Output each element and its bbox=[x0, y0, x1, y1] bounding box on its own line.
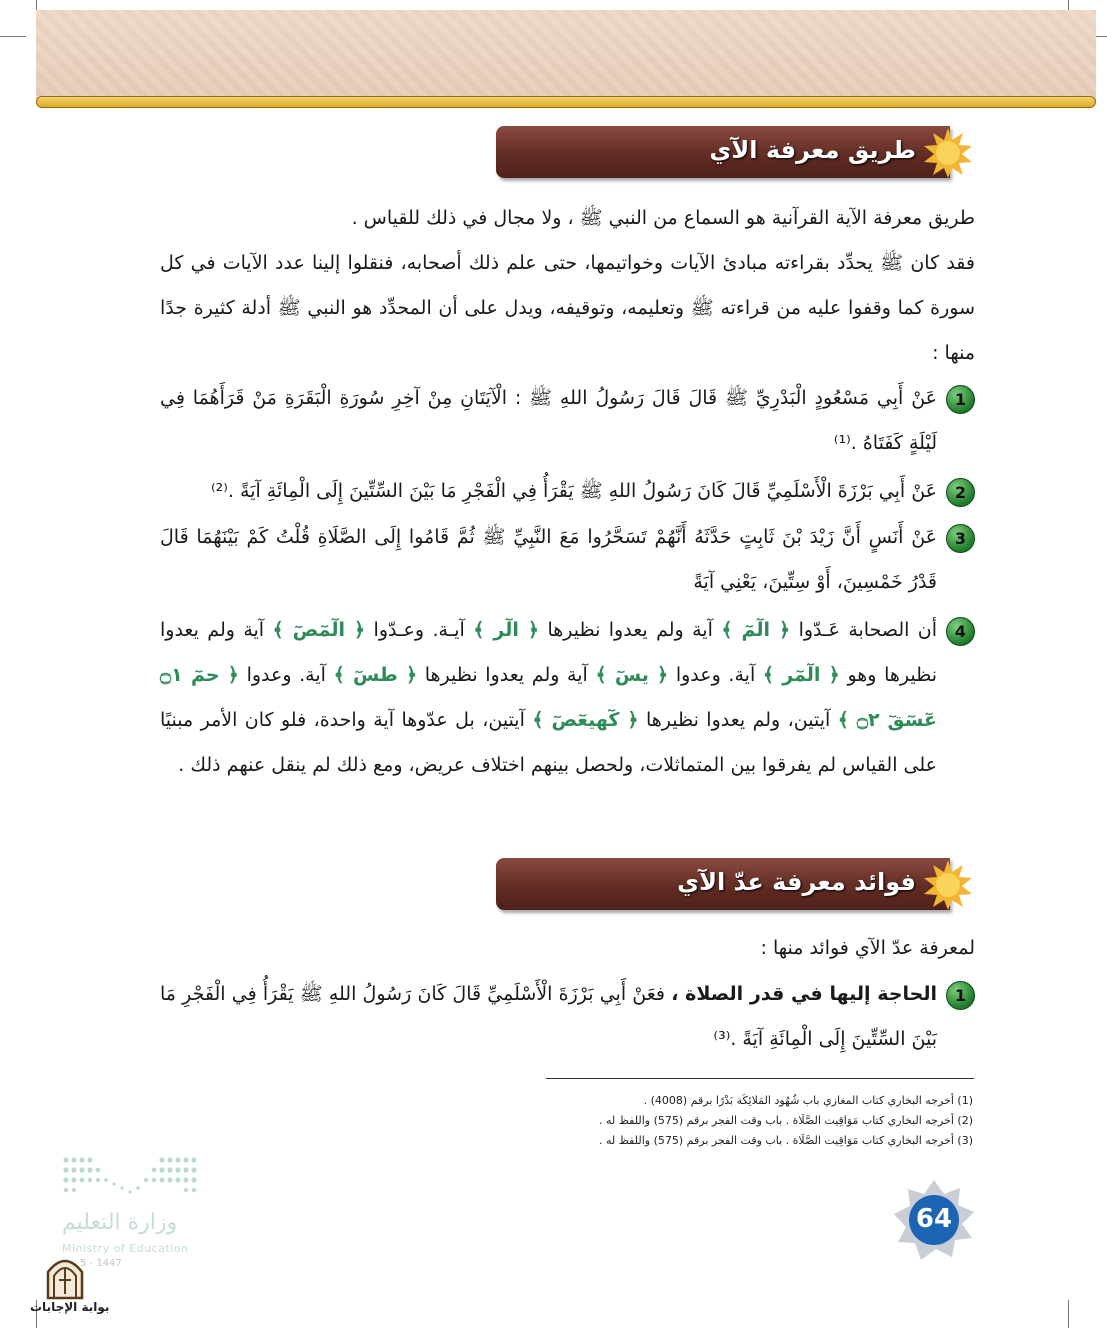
section2-intro: لمعرفة عدّ الآي فوائد منها : bbox=[760, 937, 975, 959]
sun-icon bbox=[922, 126, 974, 178]
item-number-badge: 2 bbox=[946, 478, 975, 507]
portal-label: بوابة الإجابات bbox=[30, 1300, 110, 1314]
heading-title: طريق معرفة الآي bbox=[709, 136, 916, 164]
section-heading-1 bbox=[496, 126, 950, 178]
quran-letters: ﴿ الٓمٓ ﴾ bbox=[721, 619, 791, 641]
portal-logo-icon bbox=[42, 1254, 88, 1300]
heading-title: فوائد معرفة عدّ الآي bbox=[677, 868, 916, 896]
intro-paragraph-2: فقد كان ﷺ يحدِّد بقراءته مبادئ الآيات وخواتيمها، حتى علم ذلك أصحابه، فنقلوا إلينا عدد الآيات في كل سورة كما وقفوا عليه من قراءته ﷺ وتعليمه، وتوقيفه، ويدل على أن المحدِّد هو النبي ﷺ أدلة كثيرة جدًا منها : bbox=[160, 252, 975, 364]
list-item bbox=[160, 972, 975, 1062]
text-part: فعَنْ أَبِي بَرْزَةَ الْأَسْلَمِيِّ قَالَ كَانَ رَسُولُ اللهِ ﷺ يَقْرَأُ فِي الْفَجْرِ مَا بَيْنَ السِّتِّينَ إِلَى الْمِائَةِ آيَةً .⁽³⁾ bbox=[160, 983, 937, 1050]
text-part: آية ولم يعدوا نظيرها bbox=[547, 619, 713, 641]
quran-letters: ﴿ الٓمٓصٓ ﴾ bbox=[272, 619, 366, 641]
page-number: 64 bbox=[915, 1204, 953, 1234]
item-text bbox=[160, 608, 937, 788]
text-part: آيـة. وعـدّوا bbox=[373, 619, 465, 641]
quran-letters: ﴿ الٓمٓر ﴾ bbox=[762, 664, 840, 686]
list-item bbox=[160, 515, 975, 605]
banner-gold-strip bbox=[36, 96, 1096, 108]
footnote: (2) أخرجه البخاري كتاب مَوَاقِيت الصَّلَاة . باب وقت الفجر برقم (575) واللفظ له . bbox=[598, 1114, 973, 1127]
item-bold-lead: الحاجة إليها في قدر الصلاة ، bbox=[671, 983, 937, 1005]
ministry-logo-icon bbox=[62, 1154, 198, 1202]
item-number-badge: 4 bbox=[946, 617, 975, 646]
text-part: آيتين، ولم يعدوا نظيرها bbox=[645, 709, 831, 731]
item-text: عَنْ أَنَسٍ أَنَّ زَيْدَ بْنَ ثَابِتٍ حَدَّثَهُ أَنَّهُمْ تَسَحَّرُوا مَعَ النَّبِيِّ ﷺ ثُمَّ قَامُوا إِلَى الصَّلَاةِ قُلْتُ كَمْ بَيْنَهُمَا قَالَ قَدْرُ خَمْسِينَ، أَوْ سِتِّينَ، يَعْنِي آيَةً bbox=[160, 526, 937, 593]
list-item bbox=[160, 469, 975, 514]
section-heading-2 bbox=[496, 858, 950, 910]
text-part: أن الصحابة عَـدّوا bbox=[798, 619, 938, 641]
text-part: آية. وعدوا bbox=[246, 664, 326, 686]
intro-paragraph-1: طريق معرفة الآية القرآنية هو السماع من النبي ﷺ ، ولا مجال في ذلك للقياس . bbox=[351, 207, 975, 229]
crop-mark bbox=[1068, 1300, 1069, 1328]
ministry-year: 5 - 1447 bbox=[80, 1258, 122, 1269]
text-part: آية ولم يعدوا نظيرها bbox=[424, 664, 588, 686]
crop-mark bbox=[0, 36, 26, 37]
list-item bbox=[160, 376, 975, 466]
footnote: (3) أخرجه البخاري كتاب مَوَاقِيت الصَّلَاة . باب وقت الفجر برقم (575) واللفظ له . bbox=[598, 1134, 973, 1147]
footnote-divider bbox=[546, 1078, 974, 1079]
text-part: آيتين، بل عدّوها آية واحدة، فلو كان الأمر مبنيًا على القياس لم يفرقوا بين المتماثلات، ولحصل بينهم اختلاف عريض، ومع ذلك لم ينقل عنهم ذلك . bbox=[160, 709, 937, 776]
text-part: آية. وعدوا bbox=[675, 664, 756, 686]
item-number-badge: 3 bbox=[946, 524, 975, 553]
item-number-badge: 1 bbox=[946, 981, 975, 1010]
item-text: عَنْ أَبِي مَسْعُودٍ الْبَدْرِيِّ ﷺ قَالَ قَالَ رَسُولُ اللهِ ﷺ : الْآيَتَانِ مِنْ آخِرِ سُورَةِ الْبَقَرَةِ مَنْ قَرَأَهُمَا فِي لَيْلَةٍ كَفَتَاهُ .⁽¹⁾ bbox=[160, 387, 937, 454]
ministry-name-english: Ministry of Education bbox=[62, 1242, 189, 1255]
quran-letters: ﴿ حمٓ ۝١ عٓسٓقٓ ۝٢ ﴾ bbox=[160, 664, 937, 731]
quran-letters: ﴿ يسٓ ﴾ bbox=[595, 664, 669, 686]
footnote: (1) أخرجه البخاري كتاب المغازي باب شُهُود المَلائِكَة بَدْرًا برقم (4008) . bbox=[643, 1094, 973, 1107]
text-part: آية ولم يعدوا نظيرها وهو bbox=[160, 619, 938, 686]
quran-letters: ﴿ الٓر ﴾ bbox=[473, 619, 540, 641]
item-number-badge: 1 bbox=[946, 385, 975, 414]
quran-letters: ﴿ كٓهيعٓصٓ ﴾ bbox=[532, 709, 639, 731]
item-text bbox=[160, 972, 937, 1062]
list-item bbox=[160, 608, 975, 838]
sun-icon bbox=[922, 858, 974, 910]
ministry-name-arabic: وزارة التعليم bbox=[62, 1210, 178, 1235]
top-banner bbox=[36, 10, 1096, 102]
item-text: عَنْ أَبِي بَرْزَةَ الْأَسْلَمِيِّ قَالَ كَانَ رَسُولُ اللهِ ﷺ يَقْرَأُ فِي الْفَجْرِ مَا بَيْنَ السِّتِّينَ إِلَى الْمِائَةِ آيَةً .⁽²⁾ bbox=[210, 480, 937, 502]
quran-letters: ﴿ طسٓ ﴾ bbox=[333, 664, 418, 686]
